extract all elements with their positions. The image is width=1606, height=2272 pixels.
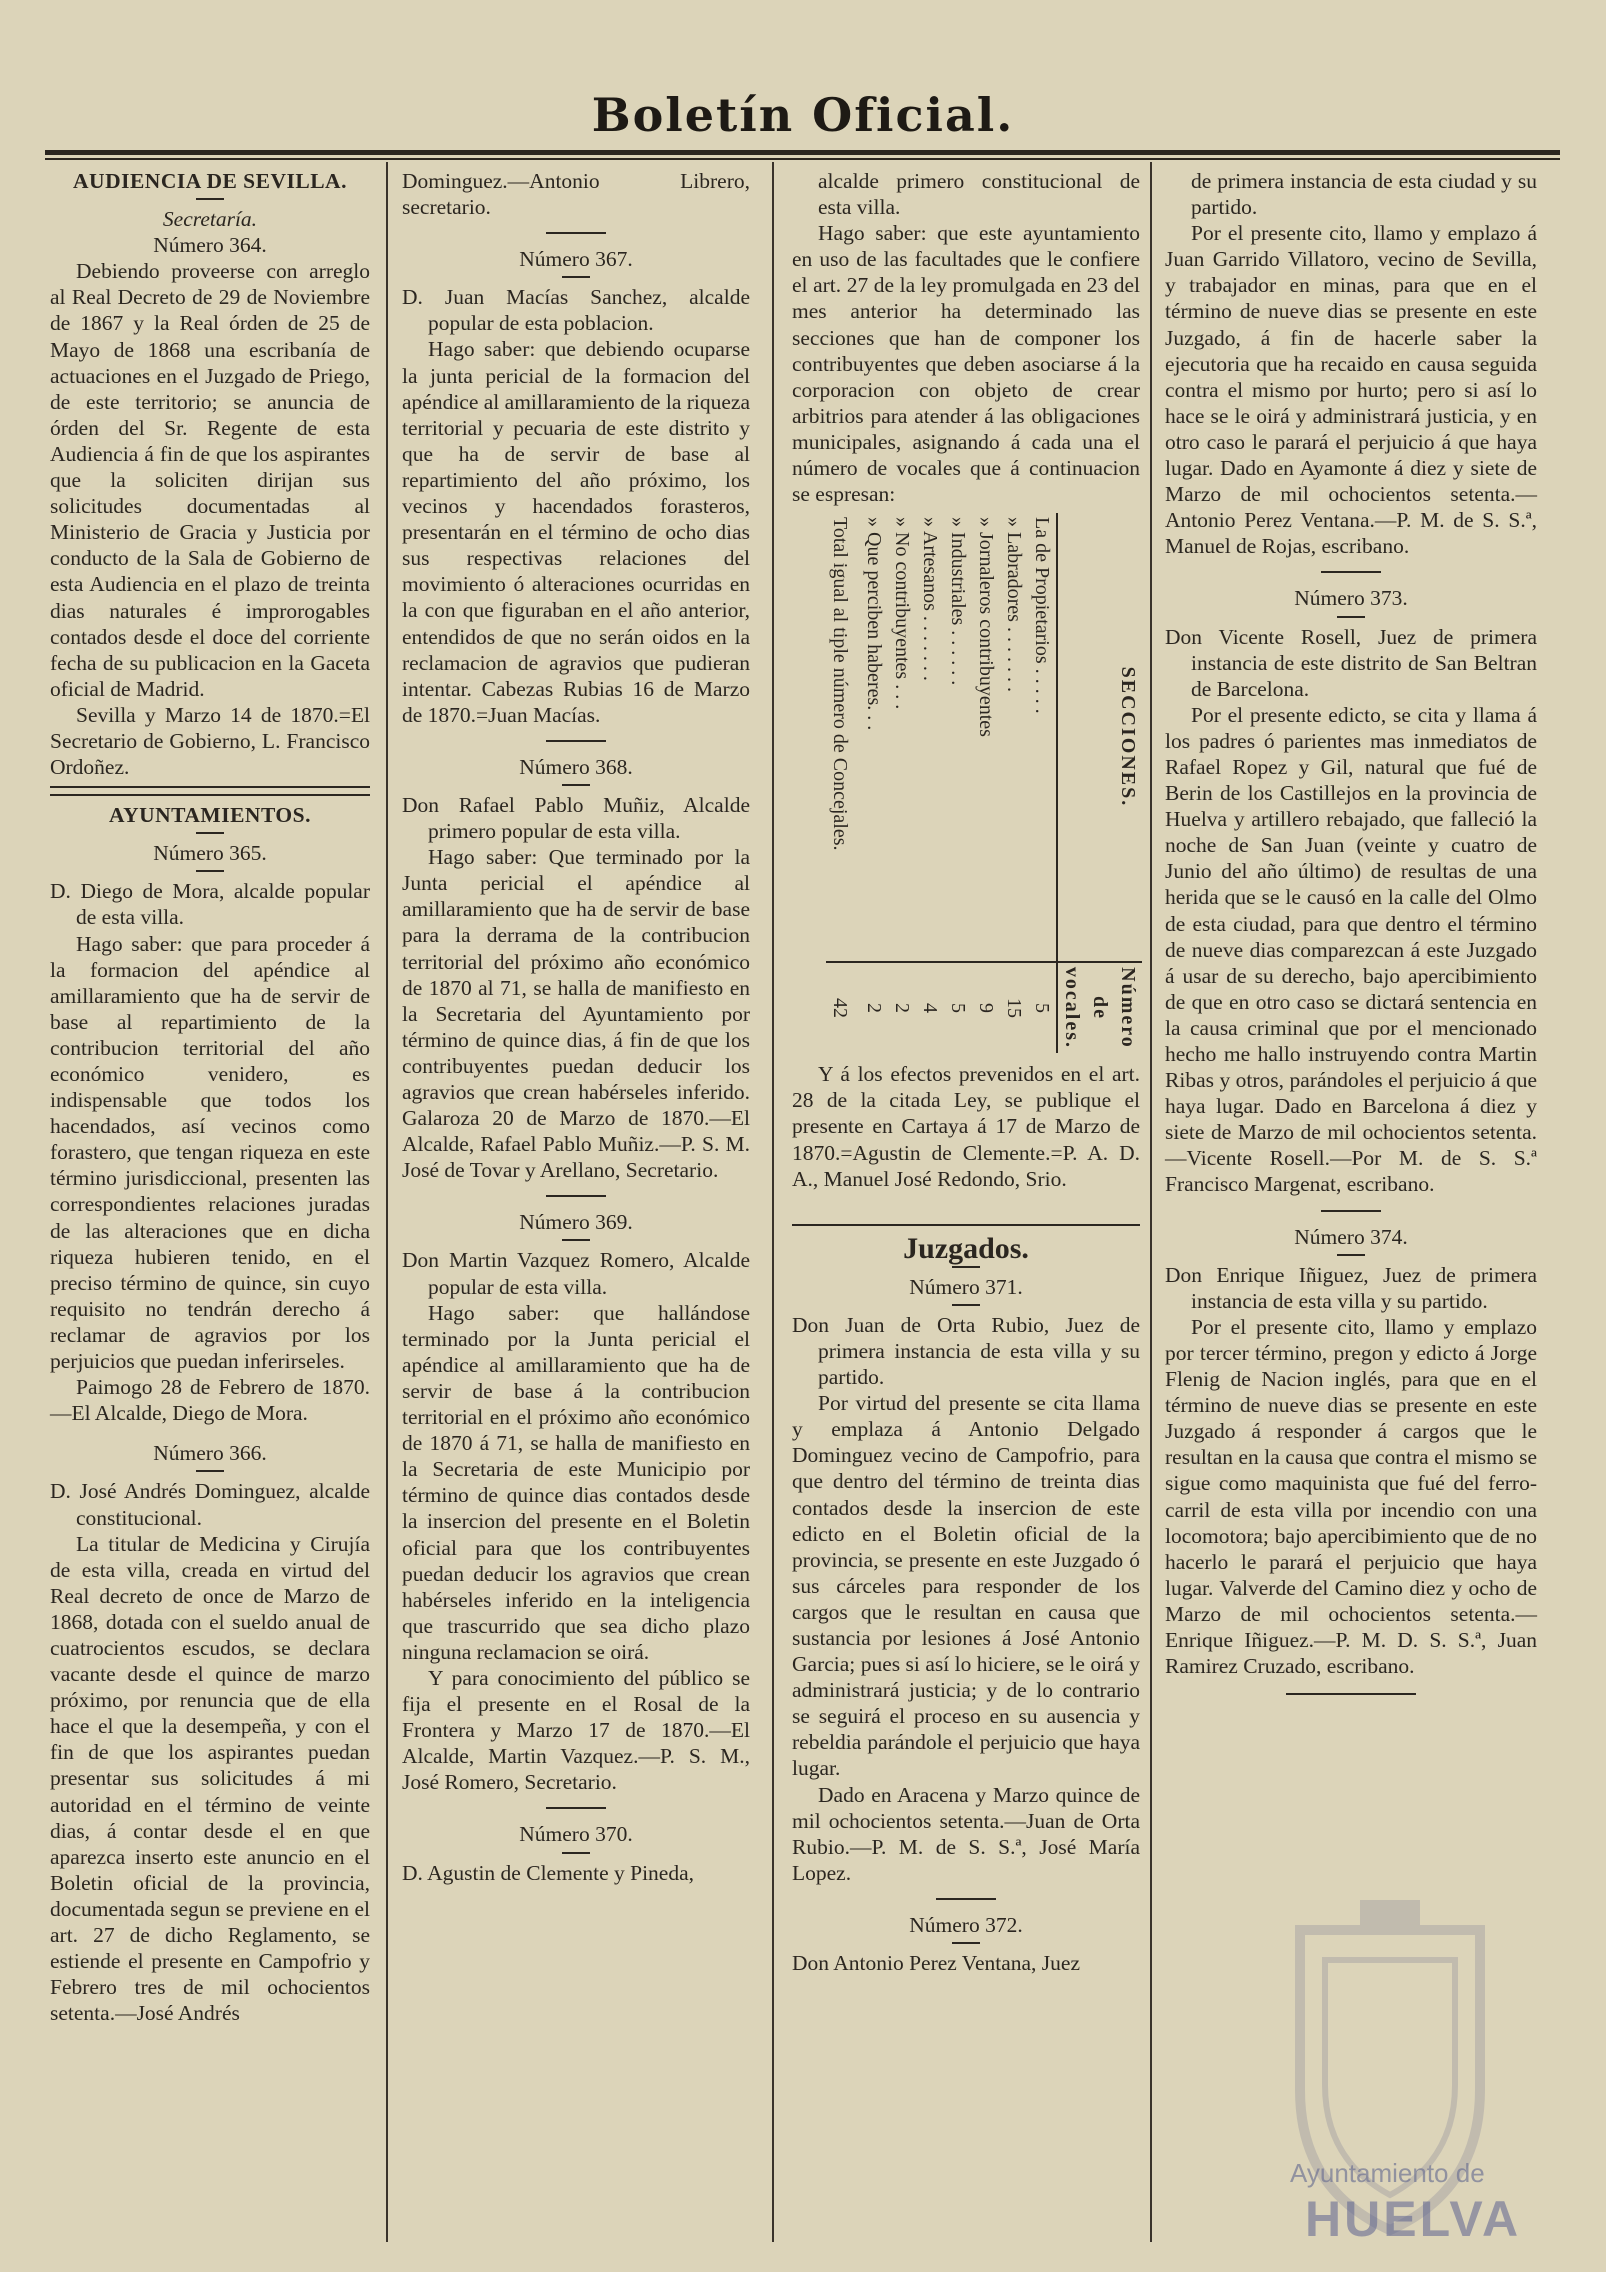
table-row	[944, 513, 972, 1053]
column-divider	[1150, 162, 1152, 2242]
notice-369-closing: Y para conocimiento del público se fija el presente en el Rosal de la Frontera y Marzo 17 de 1870.—El Alcalde, Martin Vazquez.—P. S. M., José Romero, Secretario.	[402, 1665, 750, 1795]
column-3	[792, 168, 1140, 1976]
notice-number-371: Número 371.	[909, 1274, 1023, 1299]
total-value: 42	[826, 962, 860, 1053]
row-value: 9	[972, 962, 1000, 1053]
notice-371-body: Por virtud del presente se cita llama y emplaza á Antonio Delgado Dominguez vecino de Campofrio, para que dentro del término de treinta dias contados desde la insercion de este edicto en el Boletin oficial de la provincia, se presente en este Juzgado ó sus cárceles para responder de los cargos que le resultan en causa que sustancia por lesiones á José Antonio Garcia; pues si así lo hiciere, se le oirá y administrará justicia; y de lo contrario se seguirá el proceso en su ausencia y rebeldia parándole el perjuicio que haya lugar.	[792, 1391, 1140, 1781]
notice-372-heading: Don Antonio Perez Ventana, Juez	[792, 1951, 1080, 1976]
notice-371-closing: Dado en Aracena y Marzo quince de mil ochocientos setenta.—Juan de Orta Rubio.—P. M. de S. S.ª, José María Lopez.	[792, 1782, 1140, 1885]
notice-number-369: Número 369.	[519, 1210, 633, 1235]
notice-372-body: Por el presente cito, llamo y emplazo á Juan Garrido Villatoro, vecino de Sevilla, y trabajador en minas, para que en el término de nueve dias se presente en este Juzgado, á fin de hacerle saber la ejecutoria que ha recaido en causa seguida contra el mismo por hurto; pero si así lo hace se le oirá y administrará justicia, y en otro caso le parará el perjuicio á que haya lugar. Dado en Ayamonte á diez y siete de Marzo de mil ochocientos setenta.—Antonio Perez Ventana.—P. M. de S. S.ª, Manuel de Rojas, escribano.	[1165, 221, 1537, 559]
notice-368-body: Hago saber: Que terminado por la Junta pericial el apéndice al amillaramiento que ha de servir de base para la derrama de la contribucion territorial del próximo año económico de 1870 al 71, se halla de manifiesto en la Secretaria del Ayuntamiento por término de quince dias, á fin de que los contribuyentes puedan deducir los agravios que crean habérseles inferido. Galaroza 20 de Marzo de 1870.—El Alcalde, Rafael Pablo Muñiz.—P. S. M. José de Tovar y Arellano, Secretario.	[402, 845, 750, 1183]
notice-365-signature: Paimogo 28 de Febrero de 1870.—El Alcalde, Diego de Mora.	[50, 1375, 370, 1426]
column-divider	[386, 162, 388, 2242]
total-label: Total igual al tiple número de Concejales.	[829, 517, 851, 851]
notice-370-body: Hago saber: que este ayuntamiento en uso de las facultades que le confiere el art. 27 de la ley promulgada en 23 del mes anterior ha determinado las secciones que han de componer los contribuyentes que deben asociarse á la corporacion con objeto de crear arbitrios para atender á las obligaciones municipales, asignando á cada una el número de vocales que á continuacion se espresan:	[792, 221, 1140, 507]
row-label: » Jornaleros contribuyentes	[975, 517, 997, 738]
divider	[952, 1942, 980, 1944]
subheading-secretaria: Secretaría.	[162, 207, 258, 232]
divider	[546, 232, 606, 234]
notice-367-heading: D. Juan Macías Sanchez, alcalde popular de esta poblacion.	[402, 285, 750, 336]
section-heading-ayuntamientos: AYUNTAMIENTOS.	[109, 803, 311, 828]
notice-373-body: Por el presente edicto, se cita y llama á los padres ó parientes mas inmediatos de Rafael Ropez y Gil, natural que fué de Berin de los Castillejos en la provincia de Huelva y artillero rebajado, que falleció la noche de San Juan (veinte y cuatro de Junio del año último) de resultas de una herida que se le causó en la calle del Olmo de esta ciudad, para que dentro el término de nueve dias comparezcan á este Juzgado á usar de su derecho, bajo apercibimiento de que en otro caso se dictará sentencia en la causa criminal que por el mencionado hecho me hallo instruyendo contra Martin Ribas y otros, parándoles el perjuicio á que haya lugar. Dado en Barcelona á diez y siete de Marzo de mil ochocientos setenta.—Vicente Rosell.—Por M. de S. S.ª Francisco Margenat, escribano.	[1165, 702, 1537, 1197]
notice-367-body: Hago saber: que debiendo ocuparse la junta pericial de la formacion del apéndice al amillaramiento de la riqueza territorial y pecuaria de este distrito y que ha de servir de base al repartimiento del año próximo, los vecinos y hacendados forasteros, presentarán en el término de ocho dias sus respectivas relaciones del movimiento ó alteraciones ocurridas en la con que figuraban en el año anterior, entendidos de que no serán oidos en la reclamacion de agravios que pudieran intentar. Cabezas Rubias 16 de Marzo de 1870.=Juan Macías.	[402, 337, 750, 727]
row-label: » Labradores . . . . . . .	[1003, 517, 1025, 693]
row-label: » Industriales . . . . . .	[947, 517, 969, 686]
section-rule	[50, 786, 370, 796]
column-4	[1165, 168, 1537, 1709]
header-secciones: SECCIONES.	[1057, 513, 1142, 962]
notice-369-heading: Don Martin Vazquez Romero, Alcalde popular de esta villa.	[402, 1248, 750, 1299]
masthead-title: Boletín Oficial.	[591, 88, 1015, 142]
watermark-line1: Ayuntamiento de	[1290, 2158, 1485, 2188]
row-value: 2	[888, 962, 916, 1053]
sections-table-rotated	[826, 513, 1142, 1053]
notice-number-373: Número 373.	[1294, 586, 1408, 611]
divider	[562, 784, 590, 786]
row-label: » Artesanos . . . . . . .	[919, 517, 941, 682]
divider	[196, 832, 224, 834]
divider	[546, 1195, 606, 1197]
sections-table-wrapper	[792, 513, 1140, 1053]
notice-371-heading: Don Juan de Orta Rubio, Juez de primera instancia de esta villa y su partido.	[792, 1312, 1140, 1390]
notice-364-body: Debiendo proveerse con arreglo al Real Decreto de 29 de Noviembre de 1867 y la Real órden de 25 de Mayo de 1868 una escribanía de actuaciones en el Juzgado de Priego, de este territorio; se anuncia de órden del Sr. Regente de esta Audiencia á fin de que los aspirantes que la soliciten dirijan sus solicitudes documentadas al Ministerio de Gracia y Justicia por conducto de la Sala de Gobierno de esta Audiencia en el plazo de treinta dias naturales é improrogables contados desde el doce del corriente fecha de su publicacion en la Gaceta oficial de Madrid.	[50, 259, 370, 701]
table-row	[1028, 513, 1057, 1053]
notice-number-374: Número 374.	[1294, 1224, 1408, 1249]
row-value: 2	[860, 962, 888, 1053]
notice-366-continuation: Dominguez.—Antonio Librero, secretario.	[402, 169, 750, 220]
divider	[196, 1470, 224, 1472]
table-row	[860, 513, 888, 1053]
divider	[952, 1266, 980, 1268]
table-row	[888, 513, 916, 1053]
notice-number-372: Número 372.	[909, 1912, 1023, 1937]
notice-365-body: Hago saber: que para proceder á la formacion del apéndice al amillaramiento que ha de servir de base al repartimiento de la contribucion territorial del año económico venidero, es indispensable que todos los hacendados, así vecinos como forastero, que tengan riqueza en este término jurisdiccional, presenten las correspondientes relaciones juradas de las alteraciones que en dicha riqueza hubieren tenido, en el preciso término de quince, sin cuyo requisito no tendrán derecho á reclamar de agravios por los perjuicios que puedan inferirseles.	[50, 931, 370, 1374]
divider	[196, 870, 224, 872]
row-value: 4	[916, 962, 944, 1053]
notice-number-368: Número 368.	[519, 754, 633, 779]
table-total-row	[826, 513, 860, 1053]
section-rule	[792, 1224, 1140, 1226]
notice-366-body: La titular de Medicina y Cirujía de esta villa, creada en virtud del Real decreto de once de Marzo de 1868, dotada con el sueldo anual de cuatrocientos escudos, se declara vacante desde el quince de marzo próximo, por renuncia que de ella hace el que la desempeña, y con el fin de que los aspirantes puedan presentar sus solicitudes á mi autoridad en el término de veinte dias, á contar desde el en que aparezca inserto este anuncio en el Boletin oficial de la provincia, documentada segun se previene en el art. 27 de dicho Reglamento, se estiende el presente en Campofrio y Febrero tres de mil ochocientos setenta.—José Andrés	[50, 1531, 370, 2026]
watermark-line2: HUELVA	[1305, 2191, 1522, 2247]
notice-370-closing: Y á los efectos prevenidos en el art. 28 de la citada Ley, se publique el presente en Cartaya á 17 de Marzo de 1870.=Agustin de Clemente.=P. A. D. A., Manuel José Redondo, Srio.	[792, 1062, 1140, 1191]
notice-372-heading-continuation: de primera instancia de esta ciudad y su partido.	[1191, 169, 1537, 220]
divider	[546, 740, 606, 742]
divider	[546, 1807, 606, 1809]
divider	[562, 1852, 590, 1854]
notice-374-body: Por el presente cito, llamo y emplazo por tercer término, pregon y edicto á Jorge Flenig de Nacion inglés, para que en el término de nueve dias se presente en este Juzgado á responder á cargos que le resultan en la causa que contra el mismo se sigue como maquinista que fué del ferro-carril de esta villa por incendio con una locomotora; bajo apercibimiento que de no hacerlo le parará el perjuicio que haya lugar. Valverde del Camino diez y ocho de Marzo de mil ochocientos setenta.—Enrique Iñiguez.—P. M. D. S. S.ª, Juan Ramirez Cruzado, escribano.	[1165, 1314, 1537, 1679]
notice-374-heading: Don Enrique Iñiguez, Juez de primera instancia de esta villa y su partido.	[1165, 1262, 1537, 1313]
column-divider	[772, 162, 774, 2242]
notice-number-364: Número 364.	[153, 233, 267, 258]
masthead-rule	[45, 150, 1560, 155]
row-label: La de Propietarios . . . . .	[1031, 517, 1053, 714]
sections-table	[826, 513, 1142, 1053]
masthead-rule-thin	[45, 158, 1560, 160]
notice-364-signature: Sevilla y Marzo 14 de 1870.=El Secretario de Gobierno, L. Francisco Ordoñez.	[50, 702, 370, 780]
divider	[1321, 571, 1381, 573]
divider	[196, 198, 224, 200]
divider	[1337, 616, 1365, 618]
notice-number-366: Número 366.	[153, 1441, 267, 1466]
notice-number-365: Número 365.	[153, 841, 267, 866]
divider	[1321, 1210, 1381, 1212]
row-value: 5	[1028, 962, 1057, 1053]
notice-365-heading: D. Diego de Mora, alcalde popular de esta villa.	[50, 879, 370, 930]
row-value: 15	[1000, 962, 1028, 1053]
divider	[1337, 1254, 1365, 1256]
section-heading-audiencia: AUDIENCIA DE SEVILLA.	[73, 169, 347, 193]
divider	[562, 276, 590, 278]
notice-370-heading-continuation: alcalde primero constitucional de esta villa.	[818, 169, 1140, 220]
notice-370-heading: D. Agustin de Clemente y Pineda,	[402, 1860, 695, 1885]
row-label: » No contribuyentes . . .	[891, 517, 913, 710]
divider	[562, 1239, 590, 1241]
table-row	[1000, 513, 1028, 1053]
table-row	[972, 513, 1000, 1053]
notice-369-body: Hago saber: que hallándose terminado por la Junta pericial el apéndice al amillaramiento que ha de servir de base á la contribucion territorial en el próximo año económico de 1870 á 71, se halla de manifiesto en la Secretaria de este Municipio por término de quince dias contados desde la insercion del presente en el Boletin oficial para que los contribuyentes puedan deducir los agravios que crean habérseles inferido en la inteligencia que trascurrido que sea dicho plazo ninguna reclamacion se oirá.	[402, 1300, 750, 1664]
notice-366-heading: D. José Andrés Dominguez, alcalde constitucional.	[50, 1479, 370, 1530]
table-row	[916, 513, 944, 1053]
row-value: 5	[944, 962, 972, 1053]
divider	[936, 1898, 996, 1900]
table-header-row	[1057, 513, 1142, 1053]
column-1	[50, 168, 370, 2026]
notice-number-370: Número 370.	[519, 1822, 633, 1847]
notice-373-heading: Don Vicente Rosell, Juez de primera instancia de este distrito de San Beltran de Barcelona.	[1165, 624, 1537, 701]
end-divider	[1286, 1693, 1416, 1695]
notice-number-367: Número 367.	[519, 247, 633, 272]
divider	[952, 1304, 980, 1306]
column-2	[402, 168, 750, 1886]
notice-368-heading: Don Rafael Pablo Muñiz, Alcalde primero popular de esta villa.	[402, 792, 750, 844]
header-numero-vocales: Número de vocales.	[1057, 962, 1142, 1053]
section-heading-juzgados: Juzgados.	[903, 1231, 1029, 1265]
row-label: » Que perciben haberes. . .	[863, 517, 885, 731]
